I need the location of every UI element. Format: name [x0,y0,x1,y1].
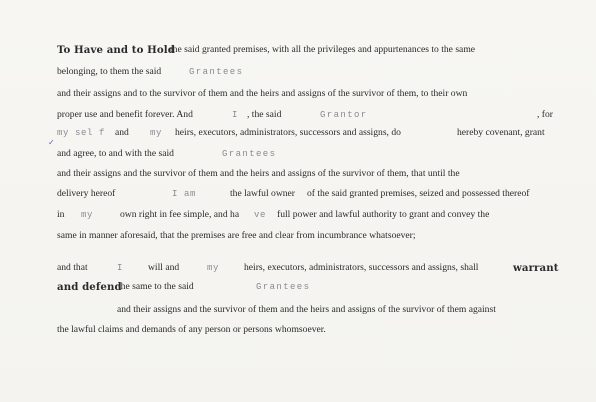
deed-line-13 [57,302,559,318]
typed-grantees-1: Grantees [189,67,244,77]
deed-line-10 [57,228,559,244]
typed-grantees-2: Grantees [222,149,277,159]
line-8-text-a: delivery hereof [57,188,116,199]
line-13-text: and their assigns and the survivor of them and the heirs and assigns of the survivor of them against [117,304,496,315]
habendum-heading: To Have and to Hold [57,44,175,56]
line-8-text-c: of the said granted premises, seized and possessed thereof [307,188,530,199]
deed-line-7 [57,166,559,182]
deed-line-14 [57,322,559,338]
line-6-text: and agree, to and with the said [57,148,174,159]
typed-my-1: my [150,128,163,138]
deed-line-11 [57,260,559,276]
and-defend-text: and defend [57,281,122,293]
deed-line-4 [57,107,559,123]
deed-line-3 [57,86,559,102]
typed-my-3: my [207,263,220,273]
typed-i-am: I am [172,189,197,199]
line-14-text: the lawful claims and demands of any person or persons whomsoever. [57,324,326,335]
line-10-text: same in manner aforesaid, that the premises are free and clear from incumbrance whatsoever; [57,230,416,241]
line-4-text-b: , the said [247,109,282,120]
check-mark-icon: ✓ [48,138,55,147]
line-9-text-c: full power and lawful authority to grant and convey the [277,209,490,220]
line-11-text-c: heirs, executors, administrators, successors and assigns, shall [244,262,479,273]
deed-line-2 [57,64,559,80]
typed-i-1: I [232,110,239,120]
deed-line-12 [57,279,559,295]
line-3-text: and their assigns and to the survivor of them and the heirs and assigns of the survivor of them, to their own [57,88,468,99]
typed-grantees-3: Grantees [256,282,311,292]
typed-ve: ve [254,210,267,220]
deed-line-8 [57,186,559,202]
line-4-text-c: , for [537,109,553,120]
typed-my-2: my [81,210,94,220]
line-5-text-b: heirs, executors, administrators, successors and assigns, do [175,127,401,138]
deed-line-6 [57,146,559,162]
line-9-text-a: in [57,209,65,220]
line-12-text: the same to the said [118,281,194,292]
line-9-text-b: own right in fee simple, and ha [120,209,240,220]
deed-line-9 [57,207,559,223]
deed-line-5 [57,125,559,141]
line-2-text: belonging, to them the said [57,66,162,77]
line-5-text-a: and [115,127,129,138]
line-8-text-b: the lawful owner [230,188,296,199]
line-1-text: the said granted premises, with all the privileges and appurtenances to the same [170,44,476,55]
typed-i-2: I [117,263,124,273]
line-4-text-a: proper use and benefit forever. And [57,109,193,120]
warrant-text: warrant [513,262,559,274]
typed-my-self: my sel f [57,128,106,138]
line-7-text: and their assigns and the survivor of them and the heirs and assigns of the survivor of them, that until the [57,168,460,179]
typed-grantor: Grantor [320,110,368,120]
line-11-text-b: will and [148,262,180,273]
line-11-text-a: and that [57,262,88,273]
line-5-text-c: hereby covenant, grant [457,127,545,138]
deed-line-1 [57,42,559,58]
